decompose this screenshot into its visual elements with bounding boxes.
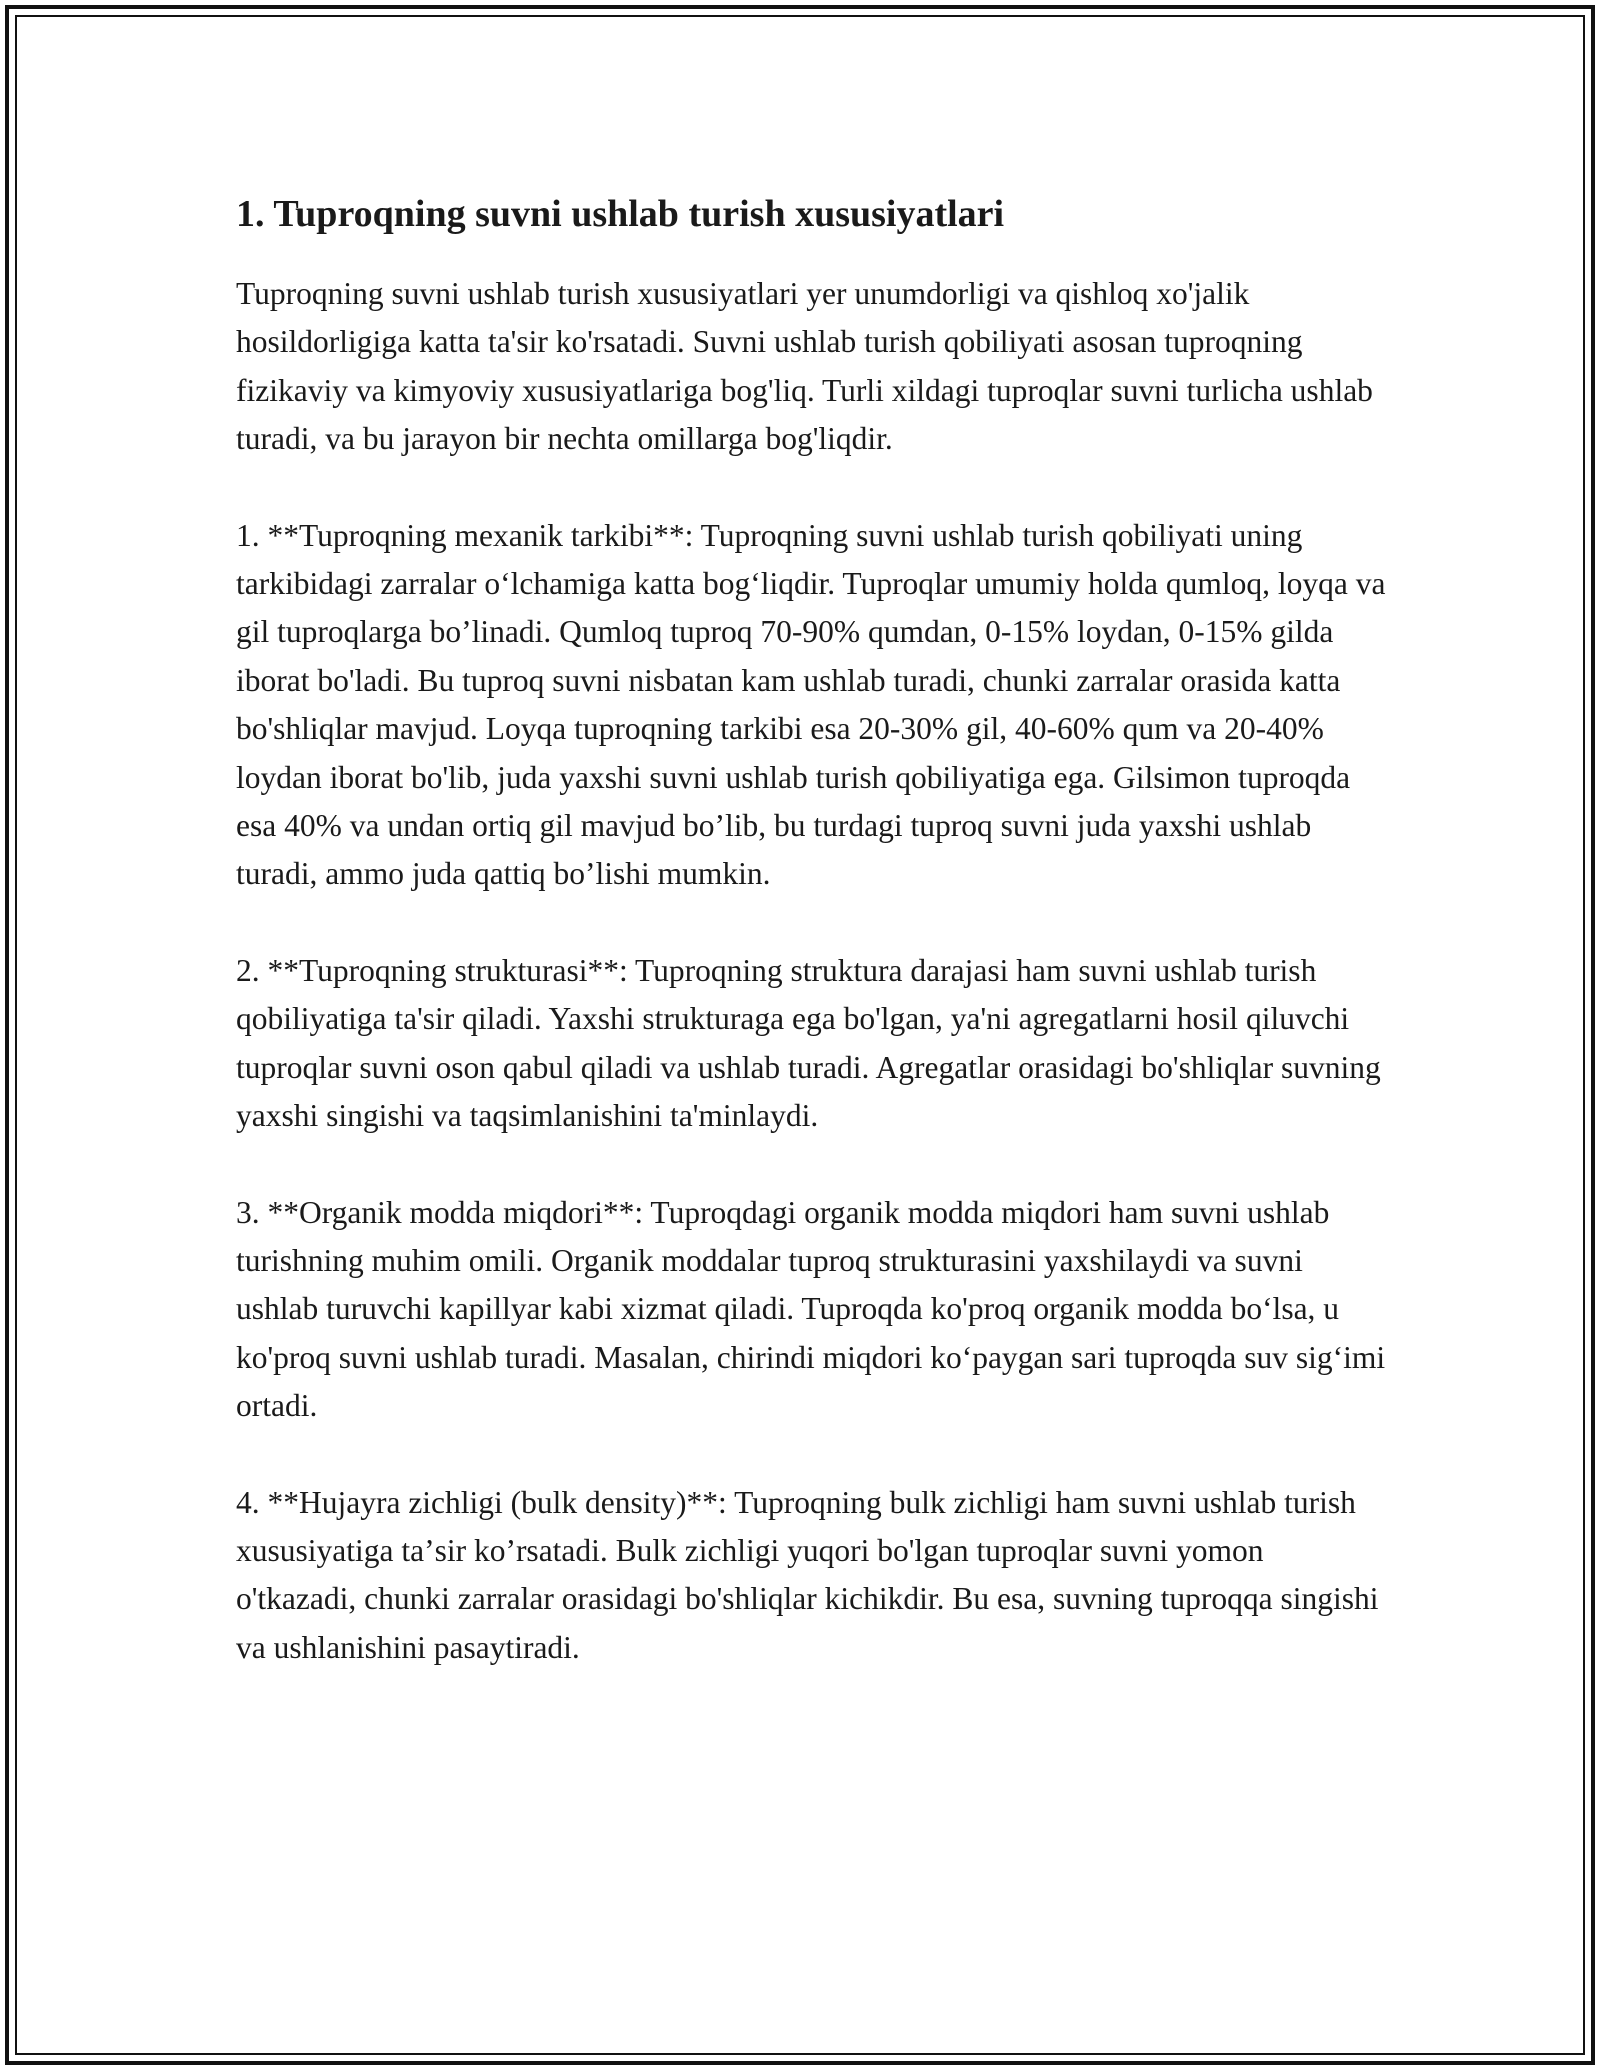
paragraph-structure: 2. **Tuproqning strukturasi**: Tuproqning struktura darajasi ham suvni ushlab turish qobiliyatiga ta'sir qiladi. Yaxshi strukturaga ega bo'lgan, ya'ni agregatlarni hosil qiluvchi tuproqlar suvni oson qabul qiladi va ushlab turadi. Agregatlar orasidagi bo'shliqlar suvning yaxshi singishi va taqsimlanishini ta'minlaydi. [236, 952, 1381, 1134]
document-title: 1. Tuproqning suvni ushlab turish xususiyatlari [236, 193, 1005, 235]
intro-paragraph: Tuproqning suvni ushlab turish xususiyatlari yer unumdorligi va qishloq xo'jalik hosildorligiga katta ta'sir ko'rsatadi. Suvni ushlab turish qobiliyati asosan tuproqning fizikaviy va kimyoviy xususiyatlariga bog'liq. Turli xildagi tuproqlar suvni turlicha ushlab turadi, va bu jarayon bir nechta omillarga bog'liqdir. [236, 276, 1373, 457]
paragraph-bulk-density: 4. **Hujayra zichligi (bulk density)**: Tuproqning bulk zichligi ham suvni ushlab turish xususiyatiga taʼsir koʼrsatadi. Bulk zichligi yuqori bo'lgan tuproqlar suvni yomon o'tkazadi, chunki zarralar orasidagi bo'shliqlar kichikdir. Bu esa, suvning tuproqqa singishi va ushlanishini pasaytiradi. [236, 1484, 1379, 1665]
paragraph-mechanical-composition: 1. **Tuproqning mexanik tarkibi**: Tuproqning suvni ushlab turish qobiliyati uning tarkibidagi zarralar oʻlchamiga katta bogʻliqdir. Tuproqlar umumiy holda qumloq, loyqa va gil tuproqlarga boʼlinadi. Qumloq tuproq 70-90% qumdan, 0-15% loydan, 0-15% gilda iborat bo'ladi. Bu tuproq suvni nisbatan kam ushlab turadi, chunki zarralar orasida katta bo'shliqlar mavjud. Loyqa tuproqning tarkibi esa 20-30% gil, 40-60% qum va 20-40% loydan iborat bo'lib, juda yaxshi suvni ushlab turish qobiliyatiga ega. Gilsimon tuproqda esa 40% va undan ortiq gil mavjud boʼlib, bu turdagi tuproq suvni juda yaxshi ushlab turadi, ammo juda qattiq boʼlishi mumkin. [236, 517, 1386, 892]
paragraph-organic-matter: 3. **Organik modda miqdori**: Tuproqdagi organik modda miqdori ham suvni ushlab turishning muhim omili. Organik moddalar tuproq strukturasini yaxshilaydi va suvni ushlab turuvchi kapillyar kabi xizmat qiladi. Tuproqda ko'proq organik modda boʻlsa, u ko'proq suvni ushlab turadi. Masalan, chirindi miqdori koʻpaygan sari tuproqda suv sigʻimi ortadi. [236, 1194, 1386, 1424]
document-body [236, 186, 1386, 1720]
